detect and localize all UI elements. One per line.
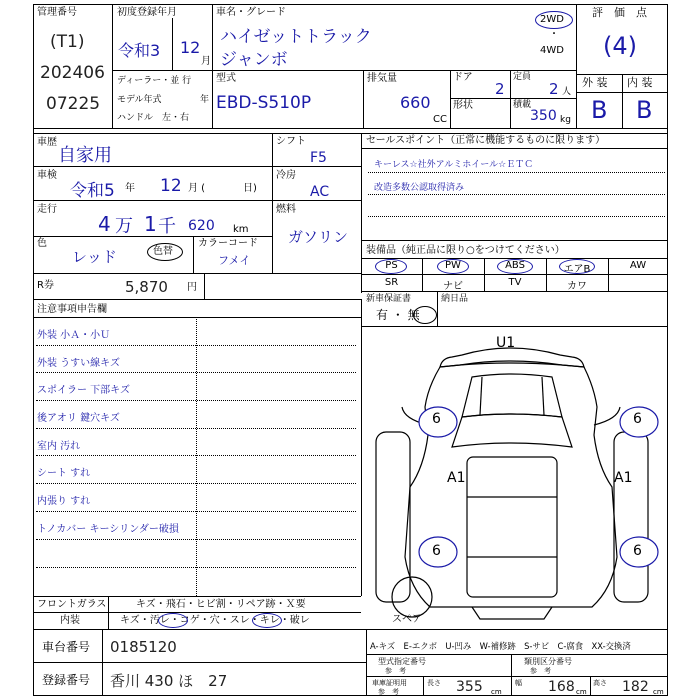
shamei-value-2: ジャンボ — [220, 50, 288, 70]
interior-circle-scuff — [252, 613, 282, 628]
divider — [511, 676, 512, 696]
divider — [450, 70, 451, 128]
dealer-label: ディーラー・並 行 — [117, 76, 192, 86]
teiin-unit: 人 — [562, 87, 572, 97]
drive-dot: ・ — [549, 29, 559, 40]
hosho-label: 新車保証書 — [366, 294, 412, 304]
equip-abs: ABS — [505, 260, 525, 271]
note-line-6: シート すれ — [37, 468, 91, 479]
equip-pw-circle — [437, 259, 469, 274]
divider — [450, 98, 576, 99]
soko-rest: 620 — [188, 218, 215, 234]
equip-kawa: カワ — [567, 281, 587, 292]
interior-value: キズ・汚レ・コゲ・穴・スレ・キレ・破レ — [120, 615, 310, 626]
shamei-label: 車名・グレード — [216, 7, 286, 18]
irogae: 色替 — [153, 246, 173, 257]
soko-man-unit: 万 — [115, 216, 133, 237]
drive-2wd: 2WD — [540, 14, 564, 25]
shodo-month: 12 — [180, 38, 201, 57]
year-unit: 年 — [200, 95, 210, 105]
taka-label: 高さ — [593, 679, 607, 687]
equip-sr: SR — [384, 277, 399, 288]
reibo-value: AC — [310, 184, 330, 200]
shaken-label: 車検 — [37, 170, 57, 181]
keijo-label: 形状 — [453, 100, 473, 111]
taka-unit: cm — [653, 688, 664, 696]
equipment-label: 装備品（純正品に限り○をつけてください） — [366, 245, 565, 256]
shodo-label: 初度登録年月 — [117, 7, 177, 18]
diagram-rear-right: 6 — [633, 543, 642, 559]
soko-sen-unit: 千 — [158, 216, 176, 237]
chassis-value: 0185120 — [110, 638, 177, 656]
divider — [272, 200, 361, 201]
door-label: ドア — [453, 72, 473, 83]
iro-label: 色 — [37, 238, 47, 249]
diagram-front-left: 6 — [432, 411, 441, 427]
divider — [33, 128, 668, 129]
sales-rule — [368, 194, 665, 195]
divider — [590, 676, 591, 696]
rken-label: R券 — [37, 280, 54, 291]
door-value: 2 — [495, 80, 505, 98]
shodo-month-unit: 月 — [201, 56, 211, 67]
notes-rule — [36, 539, 356, 540]
teiin-value: 2 — [549, 80, 559, 98]
shomei-label: 車庫証明用 — [372, 679, 407, 687]
reg-value: 香川 430 ほ 27 — [110, 672, 228, 690]
note-line-7: 内張り すれ — [37, 496, 91, 507]
front-glass-label: フロントガラス — [37, 599, 107, 610]
divider — [363, 70, 364, 128]
divider — [193, 236, 194, 273]
ruibetsu-label: 類別区分番号 — [524, 657, 572, 666]
divider — [108, 596, 109, 629]
divider — [112, 70, 576, 71]
divider — [33, 200, 272, 201]
divider — [33, 629, 668, 630]
note-line-2: 外装 うすい線キズ — [37, 358, 120, 369]
note-line-8: トノカバー キーシリンダー破損 — [37, 524, 179, 535]
haiki-unit: CC — [433, 114, 447, 125]
diagram-rear-left: 6 — [432, 543, 441, 559]
divider — [437, 291, 438, 326]
divider — [272, 133, 273, 273]
sekisai-value: 350 — [530, 108, 557, 124]
notes-label: 注意事項申告欄 — [37, 304, 107, 315]
interior-label: 内装 — [60, 615, 80, 626]
divider — [204, 273, 205, 299]
divider — [622, 74, 623, 128]
reibo-label: 冷房 — [276, 170, 296, 181]
naga-label: 長さ — [427, 679, 441, 687]
drive-4wd: 4WD — [540, 45, 564, 56]
sanko-1: 参 考 — [385, 667, 406, 675]
divider — [423, 676, 424, 696]
haba-value: 168 — [548, 679, 575, 695]
hyoka-value: (4) — [603, 32, 637, 60]
divider — [366, 676, 668, 677]
sanko-2: 参 考 — [530, 667, 551, 675]
diagram-front-right: 6 — [633, 411, 642, 427]
shaken-month: 12 — [160, 176, 182, 196]
katashiki-shitei-label: 型式指定番号 — [378, 657, 426, 666]
model-year-label: モデル年式 — [117, 95, 162, 105]
kanri-label: 管理番号 — [37, 7, 77, 18]
katashiki-value: EBD-S510P — [216, 93, 312, 113]
equip-ps: PS — [385, 260, 398, 271]
shamei-value-1: ハイゼットトラック — [220, 27, 372, 47]
equip-ps-circle — [375, 259, 407, 274]
notes-rule — [36, 428, 356, 429]
note-line-3: スポイラー 下部キズ — [37, 385, 130, 396]
sales-rule — [368, 172, 665, 173]
front-glass-value: キズ・飛石・ヒビ割・リペア跡・Ｘ要 — [136, 599, 306, 610]
notes-rule — [36, 567, 356, 568]
sales-line-1: キーレス☆社外アルミホイール☆ＥＴＣ — [374, 160, 534, 170]
kanri-value-1: (T1) — [50, 32, 85, 52]
notes-rule — [36, 372, 356, 373]
shareki-label: 車歴 — [37, 137, 57, 148]
equip-tv: TV — [508, 277, 522, 288]
sales-line-2: 改造多数公認取得済み — [374, 183, 465, 193]
kanri-value-2: 202406 — [40, 63, 105, 83]
rken-value: 5,870 — [125, 278, 168, 296]
shaken-era: 令和5 — [70, 181, 115, 201]
divider — [361, 291, 668, 292]
notes-rule — [36, 455, 356, 456]
diagram-side-left: A1 — [447, 470, 466, 486]
note-line-1: 外装 小Ａ・小Ｕ — [37, 330, 111, 341]
equip-navi: ナビ — [443, 281, 463, 292]
nenryo-value: ガソリン — [288, 228, 349, 246]
equip-airb-circle — [559, 259, 595, 274]
diagram-spare: スペア — [392, 614, 422, 625]
naga-value: 355 — [456, 679, 483, 695]
hyoka-label: 評 価 点 — [592, 6, 647, 19]
haiki-label: 排気量 — [367, 73, 397, 84]
soko-man: 4 — [98, 212, 111, 236]
diagram-side-right: A1 — [614, 470, 633, 486]
equip-abs-circle — [497, 259, 533, 274]
soko-label: 走行 — [37, 204, 57, 215]
gaiso-value: B — [591, 96, 608, 124]
divider — [511, 654, 512, 676]
divider — [33, 317, 361, 318]
notes-rule — [36, 511, 356, 512]
shaken-year-unit: 年 — [125, 183, 135, 194]
haba-label: 幅 — [515, 679, 522, 687]
color-code-label: カラーコード — [198, 238, 258, 249]
rken-unit: 円 — [187, 282, 197, 293]
divider — [366, 654, 668, 655]
divider — [361, 240, 668, 241]
shareki-value: 自家用 — [58, 145, 112, 166]
notes-rule — [36, 345, 356, 346]
divider — [576, 4, 577, 128]
note-line-4: 後アオリ 鍵穴キズ — [37, 413, 120, 424]
shift-value: F5 — [310, 150, 327, 166]
gaiso-label: 外 装 — [582, 76, 608, 89]
notes-rule — [36, 483, 356, 484]
katashiki-label: 型式 — [216, 73, 236, 84]
haiki-value: 660 — [400, 93, 431, 112]
taka-value: 182 — [622, 679, 649, 695]
naga-unit: cm — [491, 688, 502, 696]
hosho-value: 有 ・ 無 — [376, 308, 420, 322]
divider — [196, 317, 197, 596]
shodo-era: 令和3 — [118, 41, 161, 60]
notes-rule — [36, 400, 356, 401]
sales-rule — [368, 216, 665, 217]
divider — [366, 629, 367, 696]
equip-airb: エアB — [563, 264, 591, 275]
chassis-label: 車台番号 — [42, 640, 91, 654]
naiso-value: B — [636, 96, 653, 124]
hosho-circle — [413, 306, 437, 324]
shift-label: シフト — [276, 136, 306, 147]
divider — [361, 274, 668, 275]
sekisai-label: 積載 — [513, 100, 532, 110]
shaken-day-unit: 日) — [243, 183, 257, 194]
divider — [33, 236, 272, 237]
haba-unit: cm — [576, 688, 587, 696]
sales-label: セールスポイント（正常に機能するものに限ります） — [366, 135, 606, 146]
soko-km: km — [233, 224, 249, 235]
divider — [212, 4, 213, 128]
divider — [33, 662, 366, 663]
reg-label: 登録番号 — [42, 673, 91, 687]
divider — [33, 612, 361, 613]
interior-circle-dirt — [158, 613, 188, 628]
shaken-month-unit: 月 ( — [188, 183, 206, 194]
divider — [33, 273, 361, 274]
nenryo-label: 燃料 — [276, 204, 296, 215]
nohin-label: 納日品 — [441, 294, 469, 304]
divider — [33, 133, 668, 134]
naiso-label: 内 装 — [627, 76, 653, 89]
diagram-u1: U1 — [496, 335, 516, 351]
diagram-legend: A-キズ E-エクボ U-凹み W-補修跡 S-サビ C-腐食 XX-交換済 — [370, 641, 631, 651]
note-line-5: 室内 汚れ — [37, 441, 81, 452]
handle-label: ハンドル 左・右 — [117, 113, 190, 123]
sekisai-unit: kg — [560, 115, 571, 125]
equip-pw: PW — [445, 260, 461, 271]
divider — [33, 299, 361, 300]
kanri-value-3: 07225 — [46, 94, 101, 114]
divider — [272, 166, 361, 167]
teiin-label: 定員 — [513, 72, 532, 82]
divider — [172, 18, 173, 70]
divider — [510, 70, 511, 128]
iro-value: レッド — [72, 248, 117, 266]
divider — [112, 4, 113, 128]
equip-aw: AW — [629, 260, 647, 271]
divider — [361, 148, 668, 149]
color-code-value: フメイ — [218, 254, 251, 267]
sanko-3: 参 考 — [378, 688, 399, 696]
divider — [33, 596, 361, 597]
soko-sen: 1 — [144, 212, 157, 236]
